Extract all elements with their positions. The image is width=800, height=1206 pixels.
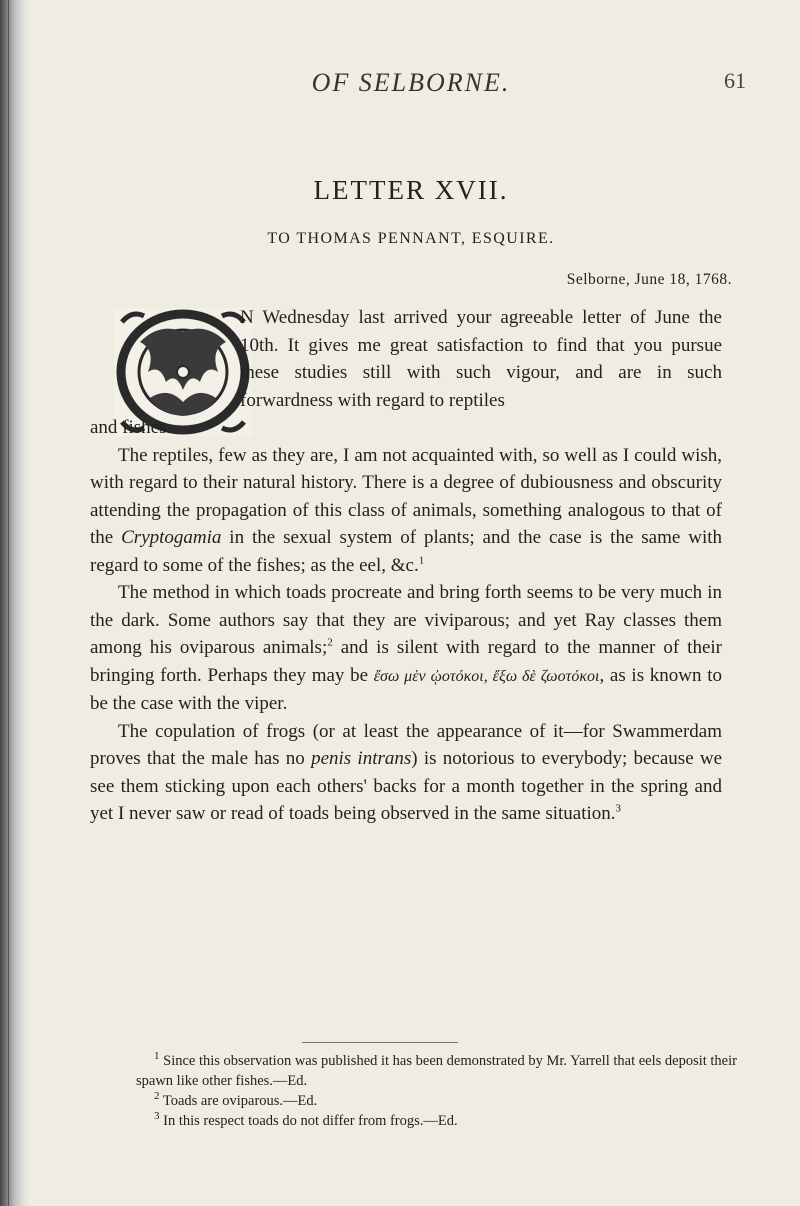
paragraph-1-tail: and fishes. <box>90 417 172 438</box>
footnote <box>136 1111 766 1131</box>
running-head <box>58 68 764 108</box>
paragraph-2-text: The reptiles, few as they are, I am not acquainted with, so well as I could wish, with regard to their natural history. There is a degree of dubiousness and obscurity attending the propagation of this class of animals, something analogous to that of the <box>90 444 722 548</box>
book-page <box>58 0 764 1206</box>
paragraph-1 <box>90 304 722 442</box>
footnote-rule <box>302 1042 458 1043</box>
paragraph-3-text-end: , as is known to be the case with the viper. <box>90 664 722 714</box>
letter-heading: LETTER XVII. <box>313 175 509 205</box>
footnote-text: Since this observation was published it has been demonstrated by Mr. Yarrell that eels deposit their spawn like other fishes.—Ed. <box>136 1053 737 1089</box>
paragraph-1-text: N Wednesday last arrived your agreeable letter of June the 10th. It gives me great satisfaction to find that you pursue these studies still with such vigour, and are in such forwardness with regard to reptiles <box>240 307 722 411</box>
footnote-text: Toads are oviparous.—Ed. <box>162 1093 318 1109</box>
greek-phrase: ἔσω μὲν ᾠοτόκοι, ἔξω δὲ ζωοτόκοι <box>373 667 600 685</box>
paragraph-3-text: The method in which toads procreate and bring forth seems to be very much in the dark. Some authors say that they are viviparous; and yet Ray classes them among his oviparous animals; <box>90 582 722 658</box>
paragraph-2-text-cont: in the sexual system of plants; and the case is the same with regard to some of the fishes; as the eel, &c. <box>90 527 722 576</box>
footnote-mark: 1 <box>154 1050 160 1063</box>
italic-term: penis intrans <box>311 748 412 769</box>
footnote-mark: 2 <box>154 1090 160 1103</box>
footnote-ref: 2 <box>327 636 333 649</box>
letter-recipient: TO THOMAS PENNANT, ESQUIRE. <box>267 230 555 247</box>
footnote <box>136 1091 766 1111</box>
page-number: 61 <box>724 68 746 93</box>
letter-dateline: Selborne, June 18, 1768. <box>566 271 732 288</box>
footnote-text: In this respect toads do not differ from frogs.—Ed. <box>163 1113 458 1129</box>
paragraph-4 <box>90 718 722 828</box>
italic-term: Cryptogamia <box>121 527 222 548</box>
book-binding-shadow <box>0 0 30 1206</box>
footnote-mark: 3 <box>154 1110 160 1123</box>
footnote <box>136 1051 766 1091</box>
footnotes <box>136 1051 766 1131</box>
letter-body <box>90 304 722 828</box>
paragraph-2 <box>90 442 722 580</box>
paragraph-3 <box>90 579 722 718</box>
paragraph-4-text-cont: ) is notorious to everybody; because we see them sticking upon each others' backs for a month together in the spring and yet I never saw or read of toads being observed in the same situation. <box>90 748 723 824</box>
paragraph-3-text-cont: and is silent with regard to the manner of their bringing forth. Perhaps they may be <box>90 637 722 686</box>
footnote-ref: 3 <box>615 802 622 815</box>
paragraph-4-text: The copulation of frogs (or at least the appearance of it—for Swammerdam proves that the male has no <box>90 720 722 769</box>
running-title: OF SELBORNE. <box>311 68 511 97</box>
footnote-ref: 1 <box>418 554 425 567</box>
